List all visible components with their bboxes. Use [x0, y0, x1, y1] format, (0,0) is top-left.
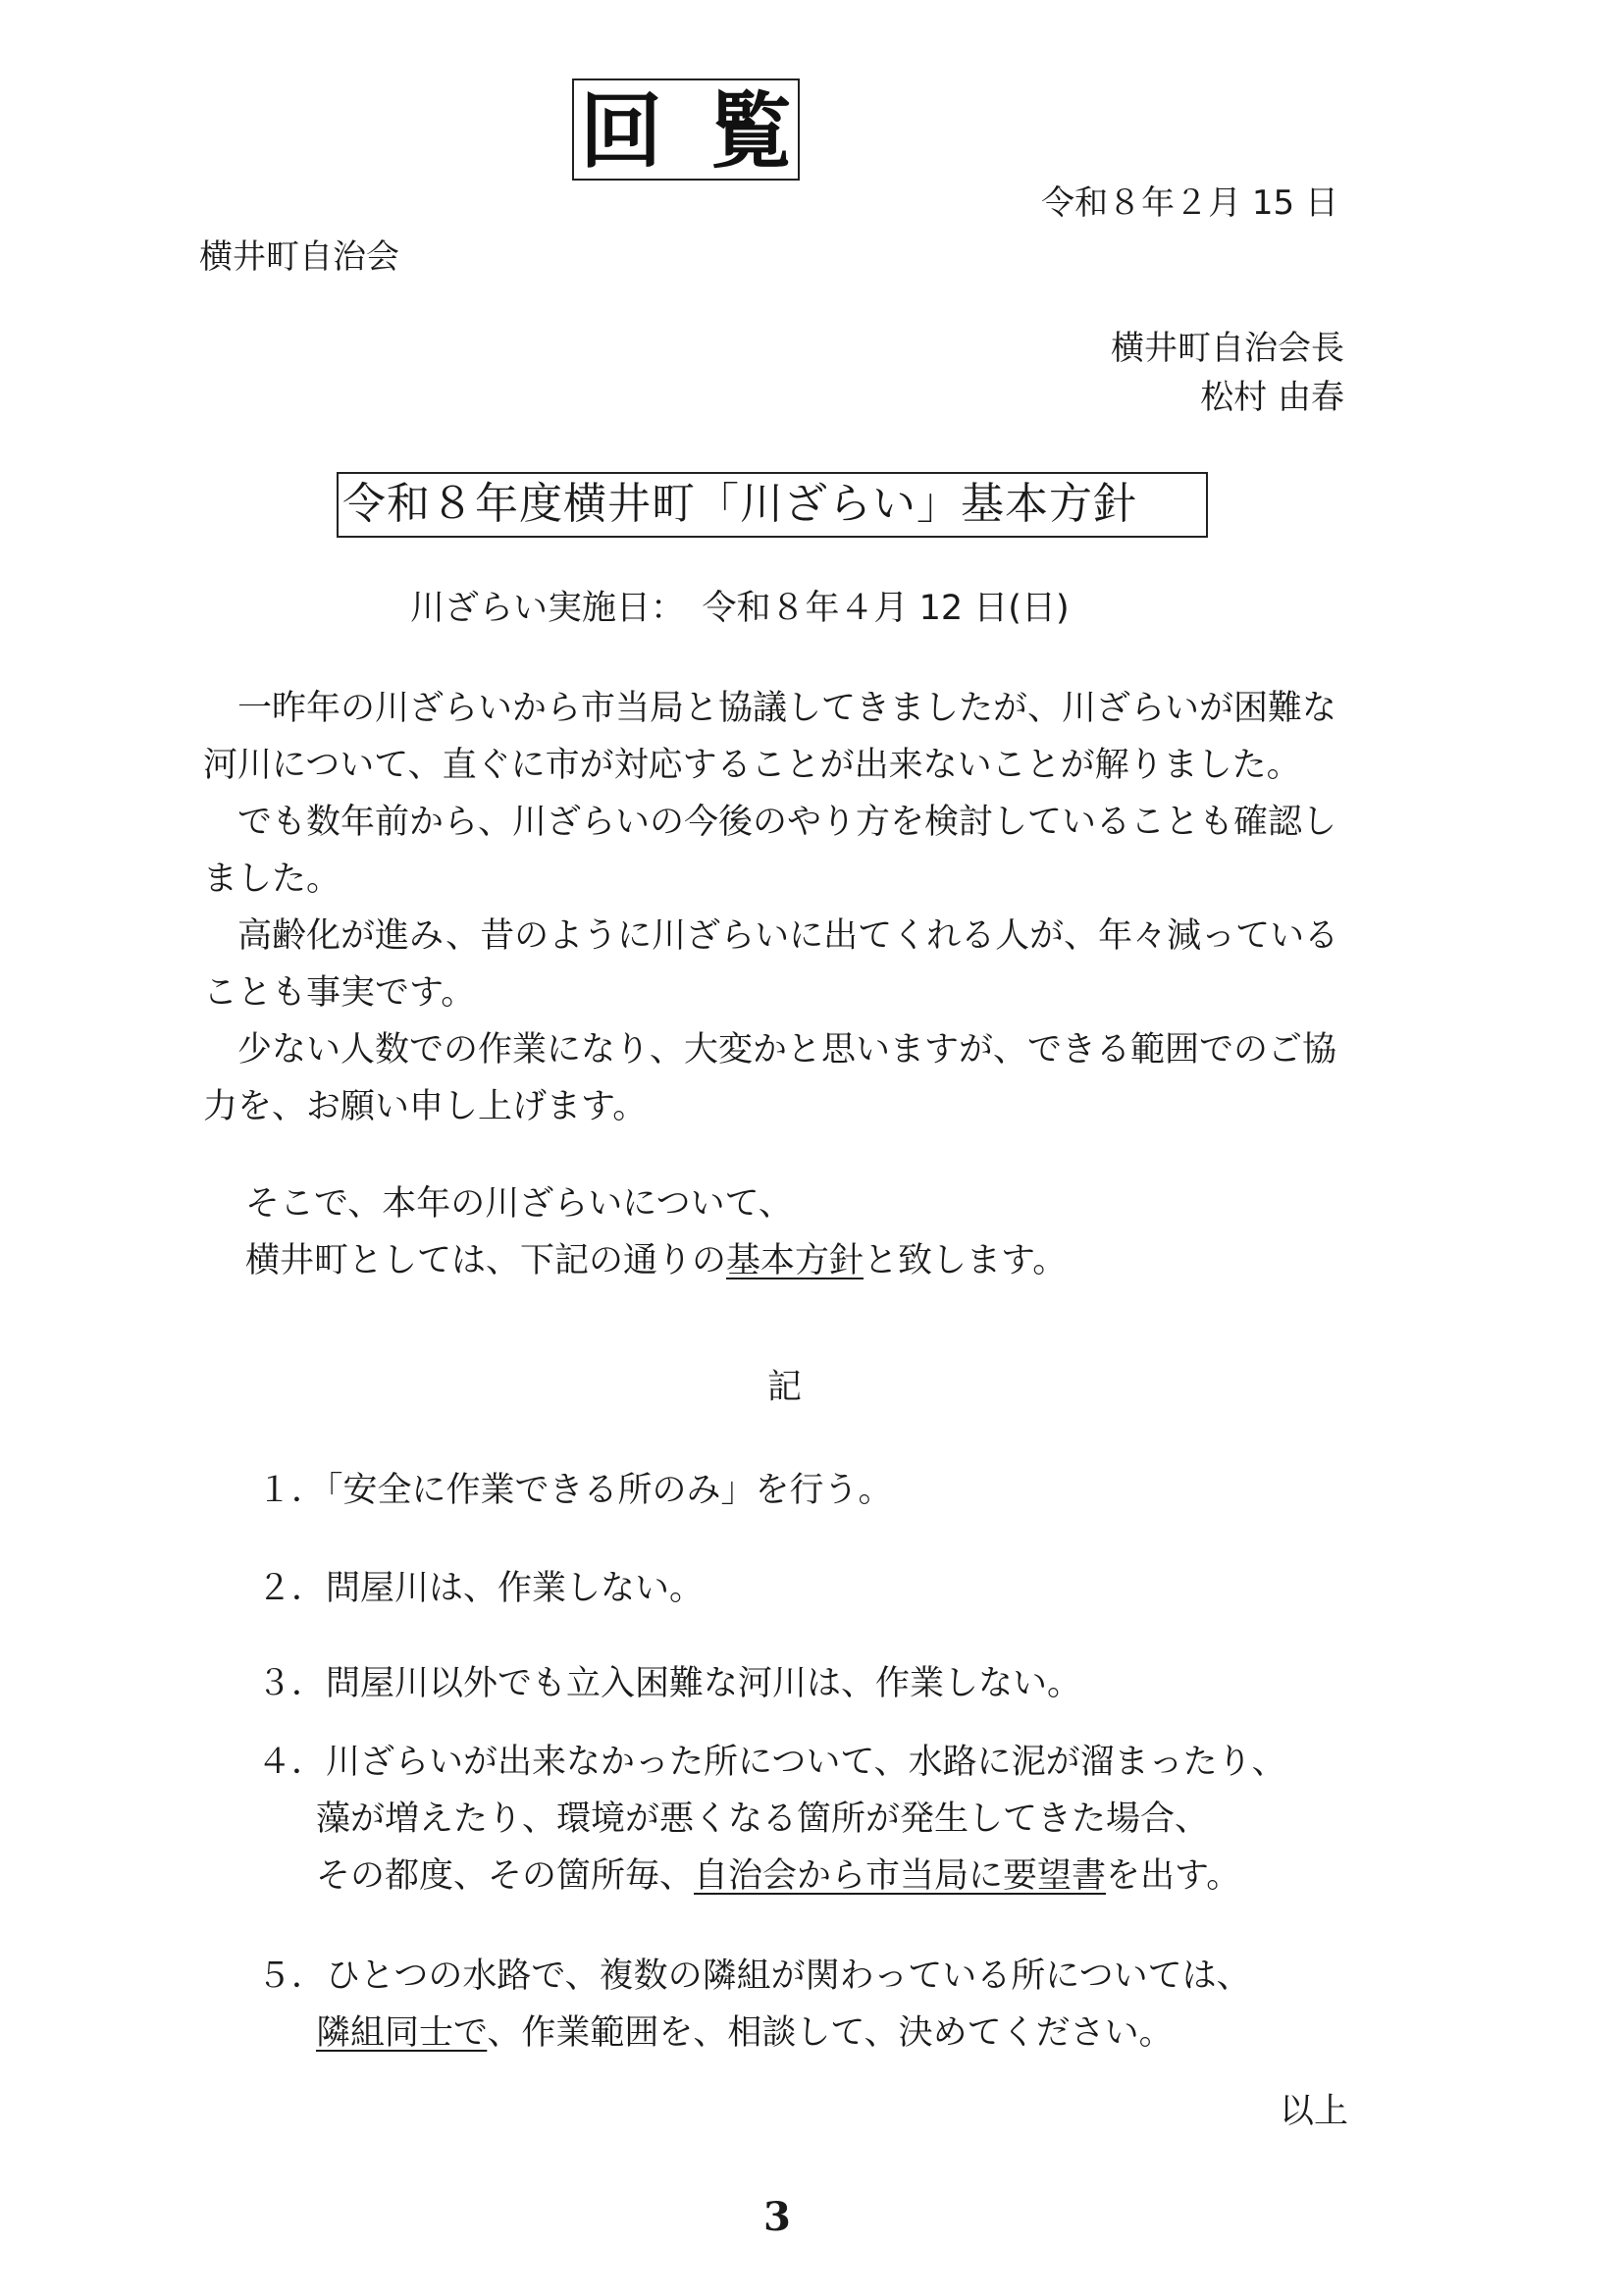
- lead-line-2-post: と致します。: [864, 1241, 1068, 1280]
- implementation-date: 川ざらい実施日： 令和８年４月 12 日(日): [410, 589, 1070, 628]
- list-item-5: [257, 1948, 1251, 2061]
- paragraph-2: でも数年前から、川ざらいの今後のやり方を検討していることも確認しました。: [203, 803, 1337, 899]
- paragraph-3: 高齢化が進み、昔のように川ざらいに出てくれる人が、年々減っていることも事実です。: [203, 916, 1339, 1013]
- lead-line-2: [245, 1232, 1067, 1289]
- item-number: ５．: [257, 1957, 327, 1996]
- lead-text: [245, 1175, 1067, 1289]
- issue-date: 令和８年２月 15 日: [1041, 183, 1338, 223]
- circular-title-box: [572, 78, 800, 181]
- request-underlined: 自治会から市当局に要望書: [694, 1856, 1107, 1896]
- item-line-1: ひとつの水路で、複数の隣組が関わっている所については、: [326, 1957, 1251, 1996]
- item-text: 問屋川は、作業しない。: [326, 1569, 705, 1608]
- list-item-2: [257, 1560, 704, 1617]
- item-number: ３．: [257, 1664, 327, 1703]
- basic-policy-underlined: 基本方針: [726, 1241, 864, 1280]
- lead-line-1: そこで、本年の川ざらいについて、: [245, 1184, 793, 1224]
- document-subtitle: 令和８年度横井町「川ざらい」基本方針: [337, 472, 1208, 538]
- item-number: ２．: [257, 1569, 327, 1608]
- page-number: 3: [763, 2194, 791, 2240]
- list-item-3: [257, 1655, 1081, 1712]
- paragraph-4: 少ない人数での作業になり、大変かと思いますが、できる範囲でのご協力を、お願い申し上げます。: [203, 1030, 1337, 1126]
- item-line-2-post: 、作業範囲を、相談して、決めてください。: [487, 2013, 1174, 2053]
- addressee: 横井町自治会: [199, 237, 399, 277]
- item-text: 問屋川以外でも立入困難な河川は、作業しない。: [326, 1664, 1082, 1703]
- item-line-2: [257, 2005, 1251, 2061]
- neighbors-underlined: 隣組同士で: [316, 2013, 488, 2053]
- item-line-3-pre: その都度、その箇所毎、: [316, 1856, 695, 1896]
- closing-mark: 以上: [1279, 2092, 1348, 2131]
- item-line-3-post: を出す。: [1106, 1856, 1241, 1896]
- list-item-4: [257, 1734, 1286, 1905]
- sender-name: 松村 由春: [1200, 378, 1344, 417]
- title-char-1: 回: [580, 82, 663, 180]
- item-number: １．: [257, 1471, 327, 1510]
- body-paragraphs: [203, 680, 1361, 1135]
- sender-organization: 横井町自治会長: [1111, 329, 1344, 368]
- note-heading: 記: [767, 1368, 803, 1407]
- item-number: ４．: [257, 1743, 327, 1782]
- paragraph-1: 一昨年の川ざらいから市当局と協議してきましたが、川ざらいが困難な河川について、直ぐに市が対応することが出来ないことが解りました。: [203, 689, 1337, 785]
- item-text: 「安全に作業できる所のみ」を行う。: [326, 1471, 893, 1510]
- lead-line-2-pre: 横井町としては、下記の通りの: [245, 1241, 727, 1280]
- item-line-3: [257, 1848, 1286, 1905]
- list-item-1: [257, 1462, 893, 1519]
- item-line-2: 藻が増えたり、環境が悪くなる箇所が発生してきた場合、: [316, 1800, 1210, 1839]
- title-char-2: 覧: [708, 82, 792, 180]
- item-line-1: 川ざらいが出来なかった所について、水路に泥が溜まったり、: [326, 1743, 1286, 1782]
